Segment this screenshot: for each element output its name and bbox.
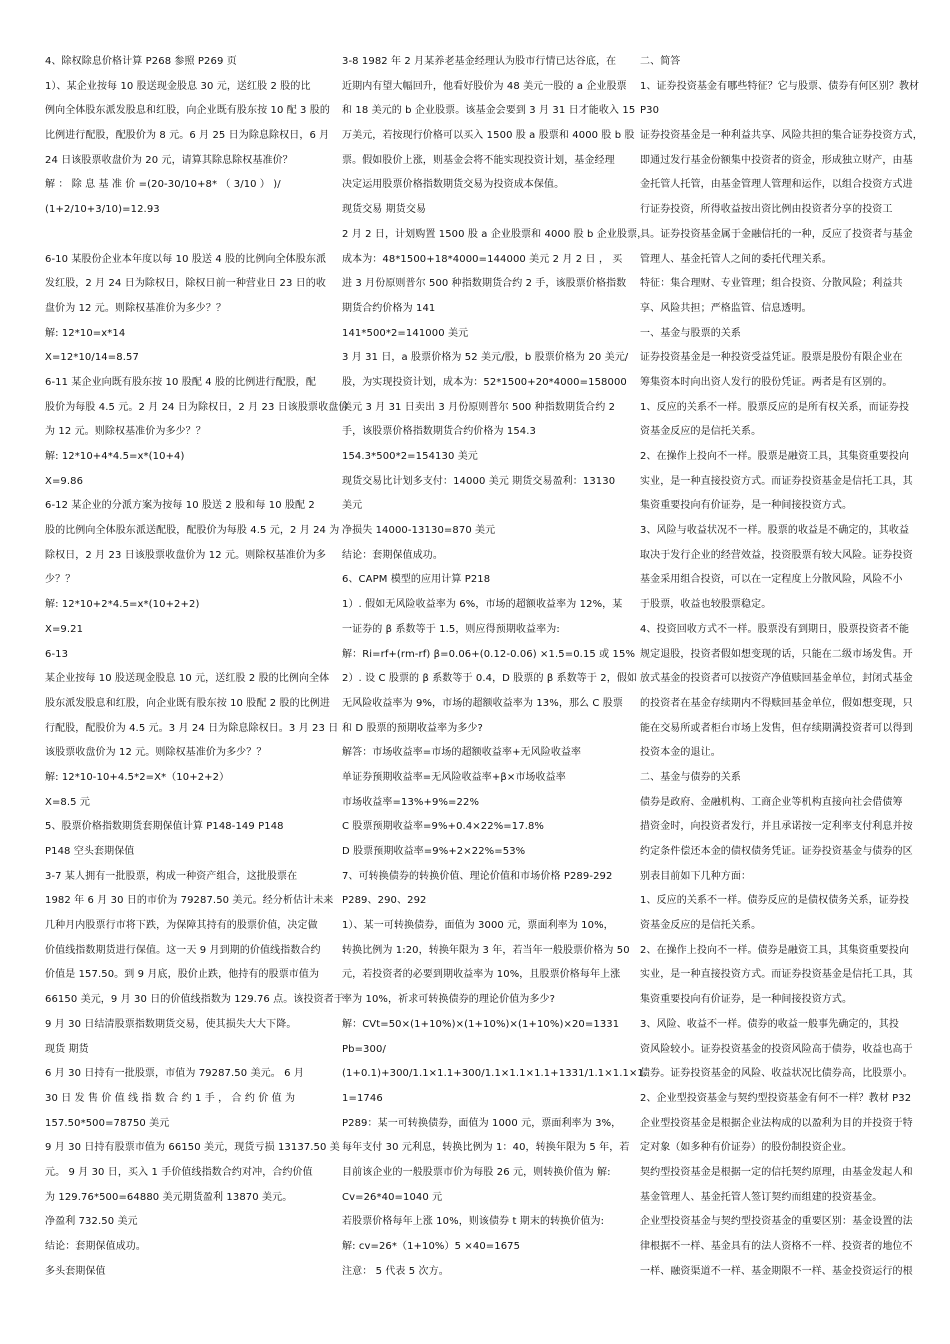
- text-line: 6-13: [45, 648, 69, 660]
- text-line: P148 空头套期保值: [45, 846, 135, 857]
- text-line: 1、反应的关系不一样。债券反应的是债权债务关系，证券投: [640, 895, 910, 907]
- text-line: 股，为实现投资计划，成本为：52*1500+20*4000=158000: [342, 376, 627, 388]
- text-line: 资风险较小。证券投资基金的投资风险高于债券，收益也高于: [640, 1043, 913, 1055]
- text-line: 和 18 美元的 b 企业股票。该基金会要到 3 月 31 日才能收入 15: [342, 105, 636, 117]
- text-line: 3-7 某人拥有一批股票，构成一种资产组合，这批股票在: [45, 870, 298, 882]
- text-line: 2、在操作上投向不一样。债券是融资工具，其集资重要投向: [640, 944, 910, 956]
- text-line: 4、除权除息价格计算 P268 参照 P269 页: [45, 56, 237, 67]
- text-line: 价值线指数期货进行保值。这一天 9 月到期的价值线指数合约: [45, 944, 321, 956]
- text-line: 的投资者在基金存续期内不得赎回基金单位，假如想变现，只: [640, 697, 913, 709]
- text-line: 为 129.76*500=64880 美元期货盈利 13870 美元。: [45, 1191, 293, 1203]
- text-line: 除权日，2 月 23 日该股票收盘价为 12 元。则除权基准价为多: [45, 549, 327, 561]
- text-line: C 股票预期收益率=9%+0.4×22%=17.8%: [342, 821, 545, 833]
- text-line: 进 3 月份原则普尔 500 种指数期货合约 2 手，该股票价格指数: [342, 278, 627, 290]
- text-line: 解: 12*10+4*4.5=x*(10+4): [45, 451, 185, 462]
- text-line: 实业，是一种直接投资方式。而证券投资基金是信托工具，其: [640, 475, 913, 487]
- text-line: 企业型投资基金是根据企业法构成的以盈利为目的并投资于特: [640, 1117, 913, 1129]
- text-line: P289：某一可转换债券，面值为 1000 元，票面利率为 3%，: [342, 1117, 622, 1129]
- text-line: Cv=26*40=1040 元: [342, 1191, 443, 1203]
- text-line: 现货交易 期货交易: [342, 204, 427, 216]
- text-line: 9 月 30 日持有股票市值为 66150 美元，现货亏损 13137.50 美: [45, 1142, 340, 1154]
- text-line: 3、风险与收益状况不一样。股票的收益是不确定的，其收益: [640, 525, 910, 537]
- text-line: 律根据不一样、基金具有的法人资格不一样、投资者的地位不: [640, 1241, 913, 1252]
- text-line: 1）、某企业按每 10 股送现金股息 30 元，送红股 2 股的比: [45, 80, 311, 92]
- text-line: 手，该股票价格指数期货合约价格为 154.3: [342, 426, 537, 438]
- text-line: 集资重要投向有价证券，是一种间接投资方式。: [640, 500, 853, 512]
- text-line: 例向全体股东派发股息和红股，向企业既有股东按 10 配 3 股的: [45, 105, 331, 117]
- text-line: X=9.86: [45, 475, 84, 487]
- text-line: 特征：集合理财、专业管理；组合投资、分散风险；利益共: [640, 278, 903, 290]
- text-line: 3 月 31 日，a 股票价格为 52 美元/股，b 股票价格为 20 美元/: [342, 352, 629, 364]
- text-line: 一、基金与股票的关系: [640, 327, 741, 339]
- text-line: 6 月 30 日持有一批股票，市值为 79287.50 美元。 6 月: [45, 1068, 304, 1080]
- text-line: 1、证券投资基金有哪些特征？它与股票、债券有何区别？教材: [640, 80, 920, 92]
- column-3: [640, 50, 923, 1284]
- text-line: 资基金反应的是信托关系。: [640, 426, 762, 438]
- column-1: [45, 50, 349, 1284]
- text-line: 解: 12*10+2*4.5=x*(10+2+2): [45, 599, 200, 611]
- text-line: 1）. 假如无风险收益率为 6%，市场的超额收益率为 12%，某: [342, 599, 623, 611]
- text-line: 能在交易所或者柜台市场上发售，但存续期满投资者可以得到: [640, 722, 913, 734]
- text-line: 实业，是一种直接投资方式。而证券投资基金是信托工具，其: [640, 969, 913, 981]
- text-line: 基金采用组合投资，可以在一定程度上分散风险，风险不小: [640, 574, 903, 586]
- text-line: 债券。证券投资基金的风险、收益状况比债券高，比股票小。: [640, 1068, 913, 1080]
- text-line: 目前该企业的一般股票市价为每股 26 元，则转换价值为 解:: [342, 1166, 611, 1178]
- text-line: 6-10 某股份企业本年度以每 10 股送 4 股的比例向全体股东派: [45, 253, 327, 265]
- text-line: 筹集资本时向出资人发行的股份凭证。两者是有区别的。: [640, 376, 893, 388]
- text-line: P30: [640, 105, 660, 117]
- text-line: 3、风险、收益不一样。债券的收益一般事先确定的，其投: [640, 1018, 899, 1030]
- text-line: 净损失 14000-13130=870 美元: [342, 525, 496, 537]
- text-line: Pb=300/: [342, 1043, 386, 1055]
- text-line: 结论：套期保值成功。: [45, 1241, 146, 1252]
- text-line: 取决于发行企业的经营效益，投资股票有较大风险。证券投资: [640, 549, 913, 561]
- text-line: 美元: [342, 500, 363, 512]
- text-line: 注意： 5 代表 5 次方。: [342, 1265, 449, 1277]
- text-line: 证券投资基金是一种投资受益凭证。股票是股份有限企业在: [640, 352, 903, 364]
- text-line: 该股票收盘价为 12 元。则除权基准价为多少？？: [45, 747, 267, 759]
- text-line: 一样、融资渠道不一样、基金期限不一样、基金投资运行的根: [640, 1265, 913, 1277]
- text-line: 股价为每股 4.5 元。2 月 24 日为除权日，2 月 23 日该股票收盘价: [45, 401, 349, 413]
- text-line: X=8.5 元: [45, 796, 91, 808]
- text-line: P289、290、292: [342, 895, 427, 907]
- text-line: 解: 12*10-10+4.5*2=X*（10+2+2）: [45, 771, 230, 783]
- text-line: 于股票，收益也较股票稳定。: [640, 599, 772, 611]
- text-line: 1）、某一可转换债券，面值为 3000 元，票面利率为 10%，: [342, 920, 614, 932]
- text-line: 1982 年 6 月 30 日的市价为 79287.50 美元。经分析估计未来: [45, 895, 334, 907]
- text-line: 发红股，2 月 24 日为除权日，除权日前一种营业日 23 日的收: [45, 278, 327, 290]
- text-line: 结论：套期保值成功。: [342, 549, 443, 561]
- text-line: 契约型投资基金是根据一定的信托契约原理，由基金发起人和: [640, 1166, 913, 1178]
- text-line: 资基金反应的是信托关系。: [640, 920, 762, 932]
- text-line: 9 月 30 日结清股票指数期货交易，使其损失大大下降。: [45, 1018, 297, 1030]
- text-line: 现货交易比计划多支付：14000 美元 期货交易盈利：13130: [342, 475, 616, 487]
- text-line: 管理人、基金托管人之间的委托代理关系。: [640, 253, 832, 265]
- text-line: 每年支付 30 元利息，转换比例为 1：40，转换年限为 5 年，若: [342, 1142, 630, 1154]
- text-line: 2）. 设 C 股票的 β 系数等于 0.4，D 股票的 β 系数等于 2，假如: [342, 673, 638, 685]
- text-line: 5、股票价格指数期货套期保值计算 P148-149 P148: [45, 821, 284, 833]
- text-line: D 股票预期收益率=9%+2×22%=53%: [342, 846, 526, 857]
- text-line: 2、在操作上投向不一样。股票是融资工具，其集资重要投向: [640, 451, 910, 462]
- text-line: 无风险收益率为 9%，市场的超额收益率为 13%，那么 C 股票: [342, 697, 623, 709]
- text-line: 二、基金与债券的关系: [640, 771, 741, 783]
- text-line: 二、简答: [640, 56, 681, 67]
- text-line: 转换比例为 1:20，转换年限为 3 年，若当年一般股票价格为 50: [342, 944, 630, 956]
- text-line: 2 月 2 日，计划购置 1500 股 a 企业股票和 4000 股 b 企业股票，: [342, 228, 648, 240]
- text-line: 股的比例向全体股东派送配股，配股价为每股 4.5 元，2 月 24 为: [45, 525, 340, 537]
- text-line: 集资重要投向有价证券，是一种间接投资方式。: [640, 994, 853, 1006]
- text-line: 基金管理人、基金托管人签订契约而组建的投资基金。: [640, 1191, 883, 1203]
- text-line: 率为 10%，祈求可转换债券的理论价值为多少?: [342, 994, 556, 1006]
- text-line: 放式基金的投资者可以按资产净值赎回基金单位，封闭式基金: [640, 673, 913, 685]
- text-line: 企业型投资基金与契约型投资基金的重要区别：基金设置的法: [640, 1216, 913, 1228]
- text-line: 措资金时，向投资者发行，并且承诺按一定利率支付利息并按: [640, 821, 913, 833]
- text-line: 1=1746: [342, 1092, 383, 1104]
- text-line: 元。 9 月 30 日，买入 1 手价值线指数合约对冲，合约价值: [45, 1166, 313, 1178]
- text-line: 为 12 元。则除权基准价为多少？？: [45, 426, 206, 438]
- text-line: 解：CVt=50×(1+10%)×(1+10%)×(1+10%)×20=1331: [342, 1018, 620, 1030]
- text-line: 2、企业型投资基金与契约型投资基金有何不一样？教材 P32: [640, 1092, 912, 1104]
- text-line: 多头套期保值: [45, 1265, 106, 1277]
- text-line: 解 ： 除 息 基 准 价 =(20-30/10+8* （ 3/10 ） )/: [45, 179, 281, 191]
- text-line: 7、可转换债券的转换价值、理论价值和市场价格 P289-292: [342, 870, 613, 882]
- text-line: 3-8 1982 年 2 月某养老基金经理认为股市行情已达谷底，在: [342, 56, 617, 67]
- text-line: 某企业按每 10 股送现金股息 10 元，送红股 2 股的比例向全体: [45, 673, 330, 685]
- text-line: 债券是政府、金融机构、工商企业等机构直接向社会借债筹: [640, 796, 903, 808]
- text-line: 1、反应的关系不一样。股票反应的是所有权关系，而证券投: [640, 401, 910, 413]
- text-line: 和 D 股票的预期收益率为多少?: [342, 722, 483, 734]
- text-line: 决定运用股票价格指数期货交易为投资成本保值。: [342, 179, 565, 191]
- text-line: 一证券的 β 系数等于 1.5，则应得预期收益率为:: [342, 623, 560, 635]
- text-line: 解: cv=26*（1+10%）5 ×40=1675: [342, 1241, 521, 1252]
- text-line: 行证券投资，所得收益按出资比例由投资者分享的投资工: [640, 204, 893, 216]
- text-line: 具。证券投资基金属于金融信托的一种，反应了投资者与基金: [640, 228, 913, 240]
- text-line: 票。假如股价上涨，则基金会将不能实现投资计划，基金经理: [342, 154, 615, 166]
- text-line: (1+2/10+3/10)=12.93: [45, 204, 160, 216]
- text-line: 期货合约价格为 141: [342, 302, 436, 314]
- text-line: 别表目前如下几种方面：: [640, 870, 752, 882]
- text-line: 成本为：48*1500+18*4000=144000 美元 2 月 2 日 ， 买: [342, 253, 623, 265]
- text-line: 价值是 157.50。到 9 月底，股价止跌，他持有的股票市值为: [45, 969, 320, 981]
- text-line: 解: 12*10=x*14: [45, 327, 126, 339]
- text-line: 净盈利 732.50 美元: [45, 1216, 138, 1228]
- text-line: 6-12 某企业的分派方案为按每 10 股送 2 股和每 10 股配 2: [45, 500, 315, 512]
- text-line: 6-11 某企业向既有股东按 10 股配 4 股的比例进行配股，配: [45, 376, 316, 388]
- text-line: 少？？: [45, 574, 76, 586]
- text-line: 154.3*500*2=154130 美元: [342, 451, 478, 462]
- text-line: 证券投资基金是一种利益共享、风险共担的集合证券投资方式，: [640, 130, 923, 142]
- text-line: 万美元，若按现行价格可以买入 1500 股 a 股票和 4000 股 b 股: [342, 130, 635, 142]
- text-line: 6、CAPM 模型的应用计算 P218: [342, 574, 491, 586]
- text-line: 规定退股，投资者假如想变现的话，只能在二级市场发售。开: [640, 648, 913, 660]
- text-line: [45, 223, 311, 248]
- text-line: 盘价为 12 元。则除权基准价为多少？？: [45, 302, 227, 314]
- text-line: 行配股，配股价为 4.5 元。3 月 24 日为除息除权日。3 月 23 日: [45, 722, 339, 734]
- text-line: 4、投资回收方式不一样。股票没有到期日，股票投资者不能: [640, 623, 910, 635]
- text-line: 即通过发行基金份额集中投资者的资金，形成独立财产，由基: [640, 154, 913, 166]
- text-line: 投资本金的退让。: [640, 747, 721, 759]
- text-line: 股东派发股息和红股，向企业既有股东按 10 股配 2 股的比例进: [45, 697, 331, 709]
- text-line: X=12*10/14=8.57: [45, 352, 139, 364]
- text-line: 几种月内股票行市将下跌，为保障其持有的股票价值，决定做: [45, 920, 318, 932]
- text-line: 约定条件偿还本金的债权债务凭证。证券投资基金与债券的区: [640, 846, 913, 857]
- text-line: 现货 期货: [45, 1043, 89, 1055]
- text-line: 若股票价格每年上涨 10%，则该债券 t 期末的转换价值为:: [342, 1216, 605, 1228]
- text-line: 30 日 发 售 价 值 线 指 数 合 约 1 手 ， 合 约 价 值 为: [45, 1092, 296, 1104]
- text-line: 157.50*500=78750 美元: [45, 1117, 170, 1129]
- text-line: 24 日该股票收盘价为 20 元，请算其除息除权基准价？: [45, 154, 293, 166]
- text-line: 141*500*2=141000 美元: [342, 327, 469, 339]
- text-line: 解：Ri=rf+(rm-rf) β=0.06+(0.12-0.06) ×1.5=0.15 或 15%: [342, 648, 636, 660]
- text-line: 金托管人托管，由基金管理人管理和运作，以组合投资方式进: [640, 179, 913, 191]
- text-line: 市场收益率=13%+9%=22%: [342, 796, 480, 808]
- text-line: X=9.21: [45, 623, 84, 635]
- text-line: 单证券预期收益率=无风险收益率+β×市场收益率: [342, 771, 566, 783]
- text-line: 解答：市场收益率=市场的超额收益率+无风险收益率: [342, 747, 582, 759]
- text-line: 享、风险共担；严格监管、信息透明。: [640, 302, 812, 314]
- text-line: 比例进行配股，配股价为 8 元。6 月 25 日为除息除权日，6 月: [45, 130, 330, 142]
- text-line: 近期内有望大幅回升，他看好股价为 48 美元一股的 a 企业股票: [342, 80, 627, 92]
- text-line: (1+0.1)+300/1.1×1.1+300/1.1×1.1×1.1+1331/1.1×1.1×1.: [342, 1068, 648, 1080]
- column-2: [342, 50, 648, 1284]
- text-line: 美元 3 月 31 日卖出 3 月份原则普尔 500 种指数期货合约 2: [342, 401, 616, 413]
- text-line: 66150 美元，9 月 30 日的价值线指数为 129.76 点。该投资者于: [45, 994, 344, 1006]
- text-line: 元，若投资者的必要到期收益率为 10%，且股票价格每年上涨: [342, 969, 621, 981]
- text-line: 定对象（如多种有价证券）的股份制投资企业。: [640, 1142, 853, 1154]
